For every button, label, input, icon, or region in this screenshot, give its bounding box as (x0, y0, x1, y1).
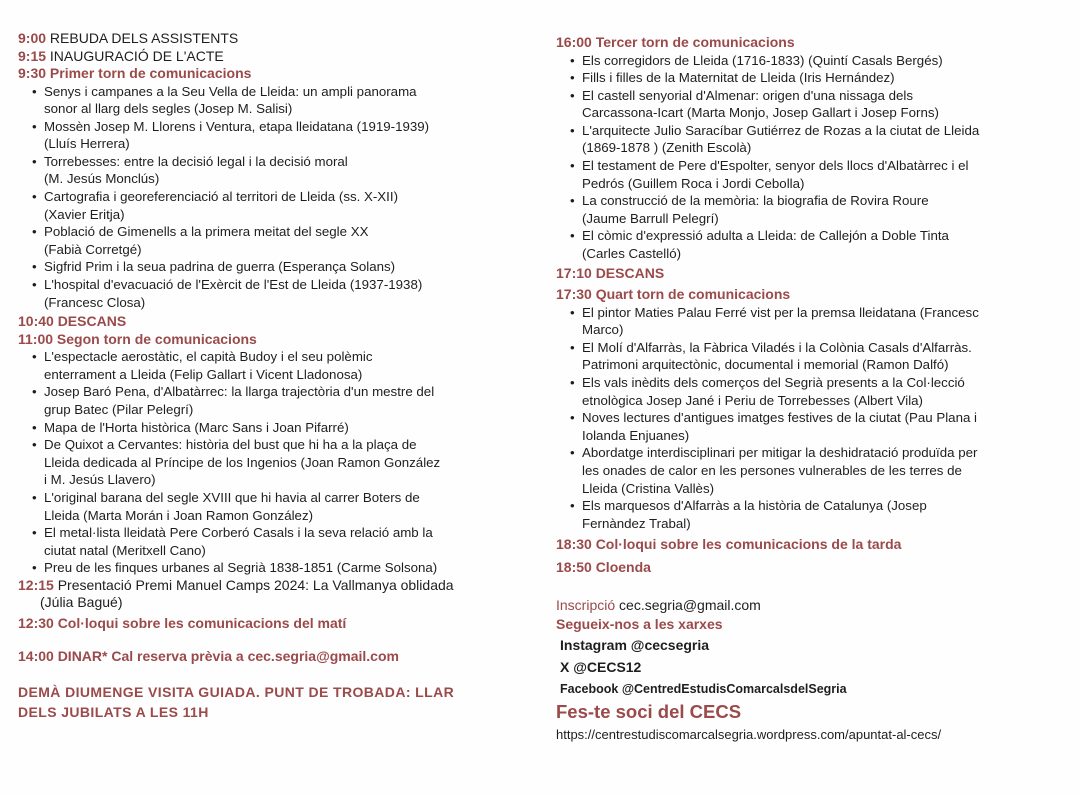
talk-line: Iolanda Enjuanes) (582, 427, 690, 443)
talk-line: grup Batec (Pilar Pelegrí) (44, 402, 194, 417)
talk-line: (Francesc Closa) (44, 294, 146, 310)
talk-item (32, 524, 523, 559)
talk-line: • Els corregidors de Lleida (1716-1833) (Quintí Casals Bergés) (582, 52, 943, 68)
talk-line: • Abordatge interdisciplinari per mitigar la deshidratació produïda per (582, 445, 978, 461)
talk-item (570, 157, 1061, 192)
talk-item (570, 52, 1061, 70)
break-heading: 10:40 DESCANS (18, 313, 127, 330)
morning-column (18, 30, 523, 722)
talk-item (32, 83, 523, 118)
talk-item (32, 348, 523, 383)
talk-item (32, 153, 523, 188)
talk-item (32, 258, 523, 276)
talk-line: • Mossèn Josep M. Llorens i Ventura, etapa lleidatana (1919-1939) (44, 118, 430, 134)
session-heading: 11:00 Segon torn de comunicacions (18, 330, 257, 347)
talk-line: (Carles Castelló) (582, 246, 682, 262)
x-link[interactable]: X @CECS12 (560, 658, 642, 675)
talk-line: (Lluís Herrera) (44, 136, 130, 152)
instagram-link[interactable]: Instagram @cecsegria (560, 636, 710, 653)
colloquy-heading: 12:30 Col·loqui sobre les comunicacions del matí (18, 614, 347, 631)
talk-line: ciutat natal (Meritxell Cano) (44, 542, 206, 558)
talk-item (570, 122, 1061, 157)
lunch-heading: 14:00 DINAR* Cal reserva prèvia a cec.segria@gmail.com (18, 648, 399, 665)
talk-line: Lleida dedicada al Príncipe de los Ingenios (Joan Ramon González (44, 454, 441, 470)
talk-line: • El testament de Pere d'Espolter, senyor dels llocs d'Albatàrrec i el (582, 158, 969, 174)
talk-line: i M. Jesús Llavero) (44, 472, 156, 488)
talk-item (570, 497, 1061, 532)
talk-item (32, 223, 523, 258)
prize-author: (Júlia Bagué) (40, 594, 123, 611)
talk-line: • L'espectacle aerostàtic, el capità Budoy i el seu polèmic (44, 349, 373, 365)
membership-url[interactable]: https://centrestudiscomarcalsegria.wordpress.com/apuntat-al-cecs/ (556, 726, 942, 742)
follow-heading: Segueix-nos a les xarxes (556, 616, 723, 633)
notice-line: DEMÀ DIUMENGE VISITA GUIADA. PUNT DE TROBADA: LLAR (18, 683, 455, 700)
talk-item (570, 304, 1061, 339)
talk-line: (Jaume Barrull Pelegrí) (582, 210, 719, 226)
talk-line: • El castell senyorial d'Almenar: origen d'una nissaga dels (582, 87, 914, 103)
talk-list-2 (18, 348, 523, 577)
talk-line: • El Molí d'Alfarràs, la Fàbrica Viladés i la Colònia Casals d'Alfarràs. (582, 339, 972, 355)
talk-line: • Els vals inèdits dels comerços del Segrià presents a la Col·lecció (582, 375, 965, 390)
talk-line: Fernàndez Trabal) (582, 515, 691, 531)
closing-heading: 18:50 Cloenda (556, 558, 651, 575)
talk-line: • Preu de les finques urbanes al Segrià 1838-1851 (Carme Solsona) (44, 560, 438, 576)
talk-item (570, 374, 1061, 409)
talk-line: enterrament a Lleida (Felip Gallart i Vicent Lladonosa) (44, 366, 363, 382)
talk-item (32, 188, 523, 223)
talk-line: • L'arquitecte Julio Saracíbar Gutiérrez de Rozas a la ciutat de Lleida (582, 122, 980, 138)
talk-item (32, 489, 523, 524)
talk-line: • Cartografia i georeferenciació al territori de Lleida (ss. X-XII) (44, 189, 398, 205)
talk-line: • El pintor Maties Palau Ferré vist per la premsa lleidatana (Francesc (582, 304, 979, 320)
talk-line: Lleida (Cristina Vallès) (582, 480, 715, 496)
notice-line: DELS JUBILATS A LES 11H (18, 703, 209, 720)
inscription-line: Inscripció cec.segria@gmail.com (556, 597, 761, 614)
talk-list-4 (556, 304, 1061, 533)
talk-item (570, 69, 1061, 87)
talk-line: • Senys i campanes a la Seu Vella de Lleida: un ampli panorama (44, 83, 417, 99)
talk-item (32, 383, 523, 418)
talk-item (32, 276, 523, 311)
break-heading: 17:10 DESCANS (556, 264, 665, 281)
talk-line: (1869-1878 ) (Zenith Escolà) (582, 140, 752, 156)
membership-heading: Fes-te soci del CECS (556, 700, 742, 722)
talk-list-1 (18, 83, 523, 312)
talk-line: • L'original barana del segle XVIII que hi havia al carrer Boters de (44, 489, 420, 505)
talk-line: • El còmic d'expressió adulta a Lleida: de Callejón a Doble Tinta (582, 228, 949, 244)
talk-item (32, 436, 523, 489)
talk-line: (M. Jesús Monclús) (44, 171, 160, 187)
talk-item (570, 192, 1061, 227)
prize-entry: 12:15 Presentació Premi Manuel Camps 2024: La Vallmanya oblidada (18, 576, 454, 593)
talk-line: • L'hospital d'evacuació de l'Exèrcit de l'Est de Lleida (1937-1938) (44, 277, 423, 293)
talk-line: Lleida (Marta Morán i Joan Ramon González) (44, 507, 314, 523)
session-heading: 16:00 Tercer torn de comunicacions (556, 34, 795, 50)
talk-line: les onades de calor en les persones vulnerables de les terres de (582, 462, 962, 478)
facebook-link[interactable]: Facebook @CentredEstudisComarcalsdelSegria (560, 681, 847, 696)
talk-line: • Sigfrid Prim i la seua padrina de guerra (Esperança Solans) (44, 259, 396, 275)
talk-item (570, 409, 1061, 444)
talk-line: sonor al llarg dels segles (Josep M. Salisi) (44, 101, 293, 117)
talk-line: • Torrebesses: entre la decisió legal i la decisió moral (44, 153, 348, 169)
afternoon-column (556, 34, 1061, 746)
talk-line: Patrimoni arquitectònic, documental i memorial (Ramon Dalfó) (582, 357, 949, 373)
talk-line: (Fabià Corretgé) (44, 241, 142, 257)
talk-item (570, 444, 1061, 497)
talk-line: • De Quixot a Cervantes: història del bust que hi ha a la plaça de (44, 437, 417, 453)
talk-line: • Fills i filles de la Maternitat de Lleida (Iris Hernández) (582, 70, 895, 86)
talk-item (32, 559, 523, 577)
talk-list-3 (556, 52, 1061, 263)
inscription-email[interactable]: cec.segria@gmail.com (619, 597, 761, 614)
talk-line: • Els marquesos d'Alfarràs a la història de Catalunya (Josep (582, 498, 927, 514)
talk-line: • Noves lectures d'antigues imatges festives de la ciutat (Pau Plana i (582, 410, 978, 426)
schedule-entry: 9:00 REBUDA DELS ASSISTENTS (18, 30, 239, 46)
talk-line: Pedrós (Guillem Roca i Jordi Cebolla) (582, 175, 805, 191)
talk-item (570, 339, 1061, 374)
talk-item (570, 227, 1061, 262)
colloquy-heading: 18:30 Col·loqui sobre les comunicacions de la tarda (556, 536, 902, 553)
talk-line: etnològica Josep Jané i Periu de Torrebesses (Albert Vila) (582, 392, 923, 408)
talk-line: • Població de Gimenells a la primera meitat del segle XX (44, 224, 369, 240)
schedule-entry: 9:15 INAUGURACIÓ DE L'ACTE (18, 47, 224, 64)
talk-line: (Xavier Eritja) (44, 206, 125, 222)
talk-line: Carcassona-Icart (Marta Monjo, Josep Gallart i Josep Forns) (582, 105, 939, 121)
talk-item (32, 118, 523, 153)
talk-line: Marco) (582, 322, 624, 338)
talk-line: • La construcció de la memòria: la biografia de Rovira Roure (582, 193, 929, 209)
talk-line: • Josep Baró Pena, d'Albatàrrec: la llarga trajectòria d'un mestre del (44, 384, 435, 400)
talk-line: • El metal·lista lleidatà Pere Corberó Casals i la seva relació amb la (44, 525, 433, 541)
session-heading: 9:30 Primer torn de comunicacions (18, 65, 252, 81)
talk-line: • Mapa de l'Horta històrica (Marc Sans i Joan Pifarré) (44, 419, 349, 435)
talk-item (32, 419, 523, 437)
session-heading: 17:30 Quart torn de comunicacions (556, 286, 791, 303)
talk-item (570, 87, 1061, 122)
